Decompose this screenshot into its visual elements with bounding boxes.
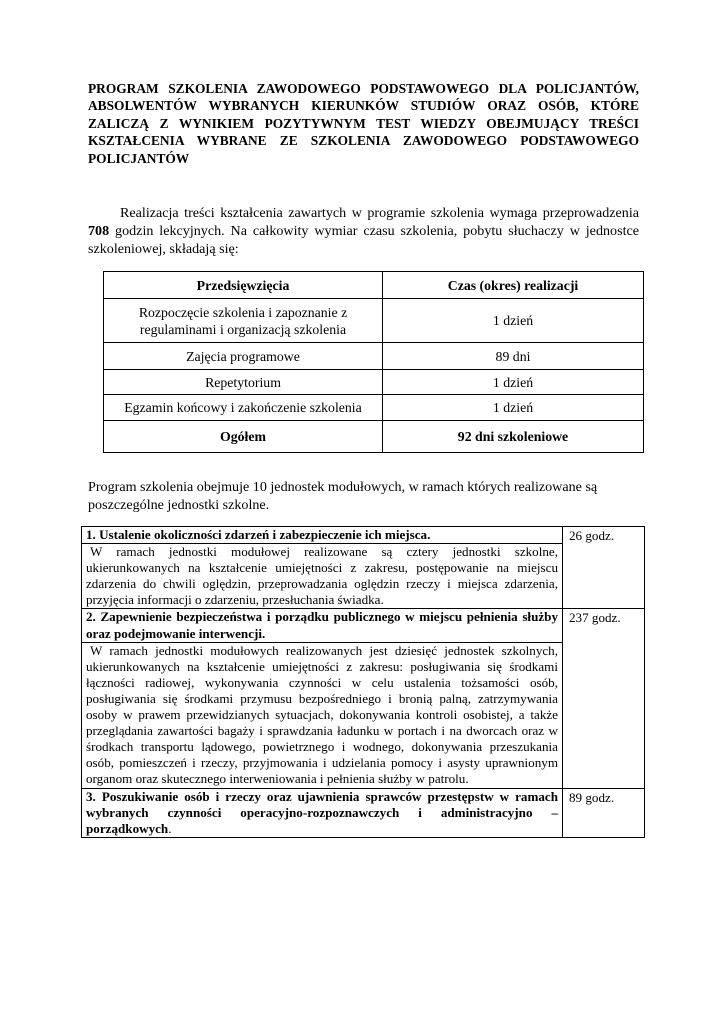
- module-title-row: [82, 788, 645, 837]
- module-hours: 89 godz.: [563, 788, 645, 837]
- summary-cell-activity: Rozpoczęcie szkolenia i zapoznanie z regulaminami i organizacją szkolenia: [104, 299, 383, 343]
- intro-hours: 708: [88, 223, 110, 240]
- module-title: [82, 788, 563, 837]
- summary-cell-duration: 1 dzień: [383, 370, 644, 395]
- modules-table: [81, 526, 645, 838]
- module-title-row: [82, 609, 645, 642]
- module-description: W ramach jednostki modułowej realizowane są cztery jednostki szkolne, ukierunkowanych na kształcenie umiejętności z zakresu, postępowanie na miejscu zdarzenia do chwili oględzin, przeprowadzania oględzin rzeczy i miejsca zdarzenia, przyjęcia informacji o zdarzeniu, przesłuchania świadka.: [82, 544, 563, 609]
- intro-text-end: godzin lekcyjnych. Na całkowity wymiar czasu szkolenia, pobytu słuchaczy w jednostce szkoleniowej, składają się:: [88, 223, 639, 258]
- module-hours: 237 godz.: [563, 609, 645, 788]
- summary-cell-duration: 1 dzień: [383, 299, 644, 343]
- summary-row: [104, 299, 644, 343]
- module-description-row: [82, 642, 645, 788]
- document-title: PROGRAM SZKOLENIA ZAWODOWEGO PODSTAWOWEGO DLA POLICJANTÓW, ABSOLWENTÓW WYBRANYCH KIERUNKÓW STUDIÓW ORAZ OSÓB, KTÓRE ZALICZĄ Z WYNIKIEM POZYTYWNYM TEST WIEDZY OBEJMUJĄCY TREŚCI KSZTAŁCENIA WYBRANE ZE SZKOLENIA ZAWODOWEGO PODSTAWOWEGO POLICJANTÓW: [88, 81, 639, 166]
- summary-cell-duration: 1 dzień: [383, 395, 644, 421]
- summary-cell-activity: Egzamin końcowy i zakończenie szkolenia: [104, 395, 383, 421]
- module-title-text: 3. Poszukiwanie osób i rzeczy oraz ujawnienia sprawców przestępstw w ramach wybranych czynności operacyjno-rozpoznawczych i administracyjno – porządkowych: [86, 788, 558, 836]
- summary-header-activity: Przedsięwzięcia: [104, 272, 383, 299]
- module-title-end: .: [168, 820, 172, 836]
- module-description: W ramach jednostki modułowych realizowanych jest dziesięć jednostek szkolnych, ukierunkowanych na kształcenie umiejętności z zakresu: posługiwania się środkami łączności radiowej, wykonywania czynności w celu ustalenia tożsamości osób, posługiwania się środkami przymusu bezpośredniego i bronią palną, zatrzymywania osoby w prawem przewidzianych sytuacjach, dokonywania kontroli osobistej, a także przeglądania zawartości bagaży i sprawdzania ładunku w portach i na dworcach oraz w środkach transportu lądowego, powietrznego i wodnego, dokonywania przeszukania osób, pomieszczeń i rzeczy, przyjmowania i udzielania pomocy i asysty uprawnionym organom oraz skutecznego interweniowania i pełnienia służby w patrolu.: [82, 642, 563, 788]
- module-description-row: [82, 544, 645, 609]
- summary-total-row: [104, 421, 644, 453]
- summary-table: [103, 271, 644, 453]
- module-hours: 26 godz.: [563, 527, 645, 609]
- summary-cell-duration: 89 dni: [383, 343, 644, 370]
- intro-text-start: Realizacja treści kształcenia zawartych w programie szkolenia wymaga przeprowadzenia: [120, 205, 639, 221]
- summary-total-value: 92 dni szkoleniowe: [383, 421, 644, 453]
- summary-total-label: Ogółem: [104, 421, 383, 453]
- modules-intro-paragraph: Program szkolenia obejmuje 10 jednostek modułowych, w ramach których realizowane są poszczególne jednostki szkolne.: [88, 479, 598, 514]
- module-title: 2. Zapewnienie bezpieczeństwa i porządku publicznego w miejscu pełnienia służby oraz podejmowanie interwencji.: [82, 609, 563, 642]
- summary-row: [104, 370, 644, 395]
- summary-row: [104, 343, 644, 370]
- module-title-row: [82, 527, 645, 544]
- summary-cell-activity: Repetytorium: [104, 370, 383, 395]
- summary-header-row: [104, 272, 644, 299]
- summary-cell-activity: Zajęcia programowe: [104, 343, 383, 370]
- module-title: 1. Ustalenie okoliczności zdarzeń i zabezpieczenie ich miejsca.: [82, 527, 563, 544]
- summary-header-duration: Czas (okres) realizacji: [383, 272, 644, 299]
- summary-row: [104, 395, 644, 421]
- intro-paragraph: [88, 204, 639, 259]
